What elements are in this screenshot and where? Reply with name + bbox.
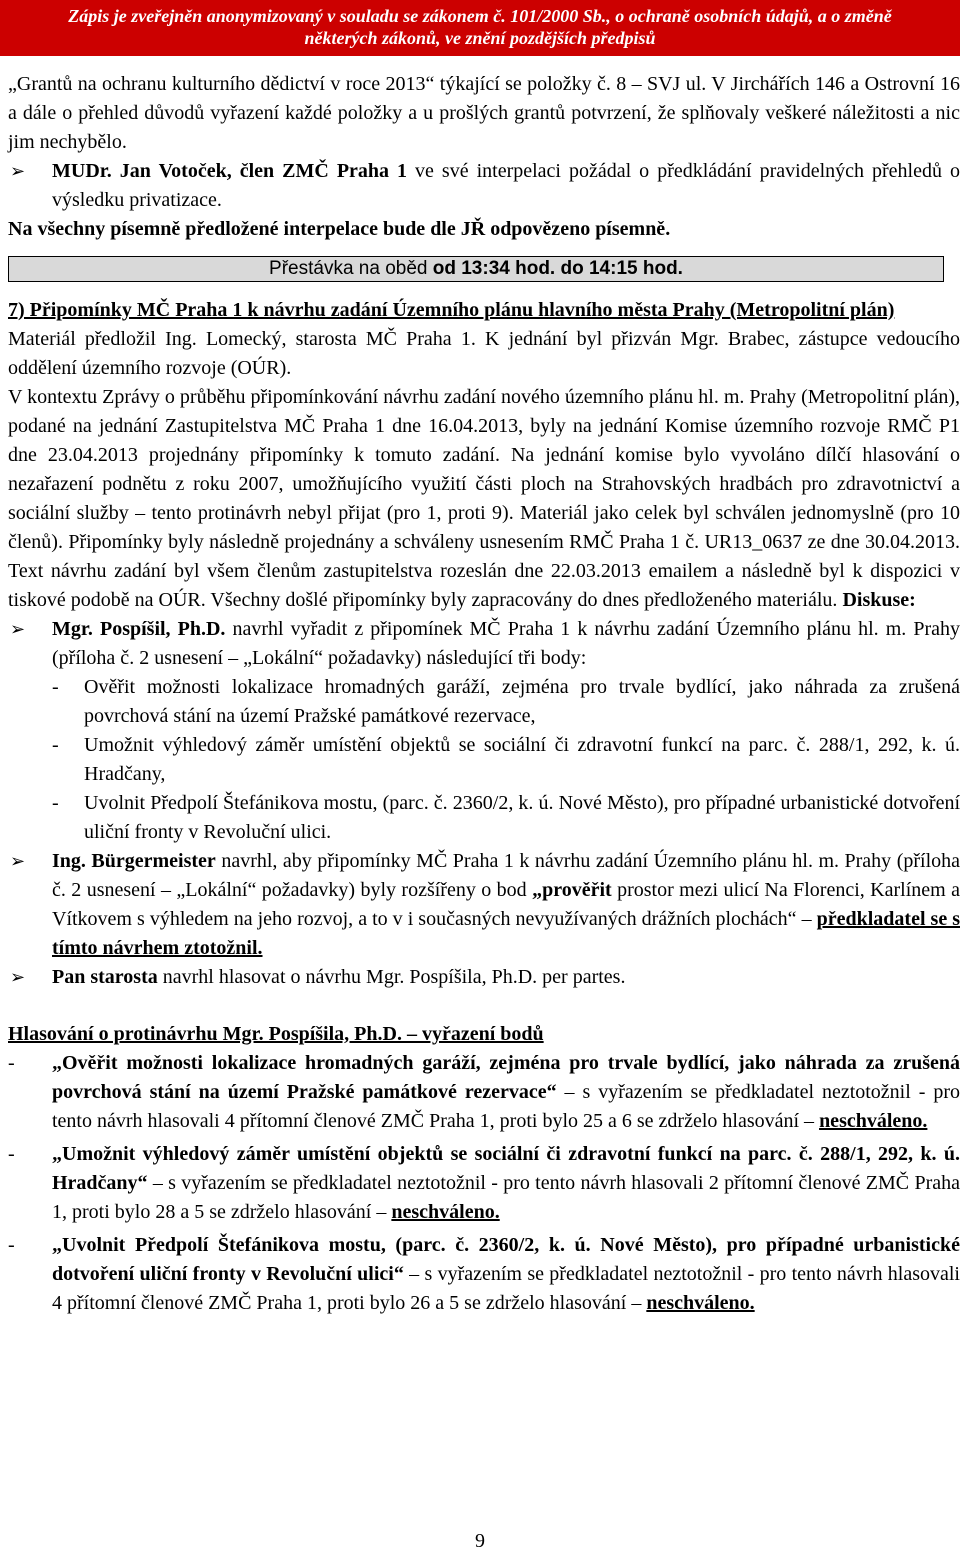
arrow-bullet-icon: ➢ (10, 161, 26, 181)
speaker-text: navrhl vyřadit z připomínek MČ Praha 1 k návrhu zadání Územního plánu hl. m. Prahy (příloha č. 2 usnesení – „Lokální“ požadavky) následující tři body: (52, 618, 960, 669)
item-7-context (8, 383, 960, 615)
vote-section-title: Hlasování o protinávrhu Mgr. Pospíšila, Ph.D. – vyřazení bodů (8, 1023, 544, 1045)
discussion-bullet-pospisil (8, 615, 960, 673)
break-time: od 13:34 hod. do 14:15 hod. (432, 258, 683, 279)
context-text: V kontextu Zprávy o průběhu připomínkování návrhu zadání nového územního plánu hl. m. Prahy (Metropolitní plán), podané na jednání Zastupitelstva MČ Praha 1 dne 16.04.2013, byly na jednání Komise územního rozvoje RMČ P1 dne 23.04.2013 projednány připomínky k tomuto zadání. Na jednání komise bylo vyvoláno dílčí hlasování o nezařazení podnětu z roku 2007, umožňujícího využití části ploch na Strahovských hradbách pro zdravotnictví a sociální služby – tento protinávrh nebyl přijat (pro 1, proti 9). Materiál jako celek byl schválen jednomyslně (pro 10 členů). Připomínky byly následně projednány a schváleny usnesením RMČ Praha 1 č. UR13_0637 ze dne 30.04.2013. Text návrhu zadání byl všem členům zastupitelstva rozeslán dne 22.03.2013 emailem a následně byl k dispozici v tiskové podobě na OÚR. Všechny došlé připomínky byly zapracovány do dnes předloženého materiálu. (8, 386, 960, 611)
speaker-name: Pan starosta (52, 966, 158, 988)
vote-item-result-text: – s vyřazením se předkladatel neztotožnil - pro tento návrh hlasovali 4 přítomní členové ZMČ Praha 1, proti bylo 25 a 6 se zdrželo hlasování – (52, 1081, 960, 1132)
speaker-text-2: prostor mezi ulicí Na Florenci, Karlínem a Vítkovem s výhledem na jeho rozvoj, a to v i současných nevyužívaných drážních plochách“ – (52, 879, 960, 930)
discussion-bullet-burgermeister (8, 847, 960, 963)
item-7-title: 7) Připomínky MČ Praha 1 k návrhu zadání Územního plánu hlavního města Prahy (Metropolitní plán) (8, 299, 895, 321)
speaker-name: Ing. Bürgermeister (52, 850, 216, 872)
speaker-text: navrhl hlasovat o návrhu Mgr. Pospíšila, Ph.D. per partes. (157, 966, 626, 988)
speaker-text: navrhl, aby připomínky MČ Praha 1 k návrhu zadání Územního plánu hl. m. Prahy (příloha č. 2 usnesení – „Lokální“ požadavky) byly rozšířeny o bod (52, 850, 960, 901)
vote-result: neschváleno. (391, 1201, 500, 1223)
item-7-presenter: Materiál předložil Ing. Lomecký, starosta MČ Praha 1. K jednání byl přizván Mgr. Brabec, zástupce vedoucího oddělení územního rozvoje (OÚR). (8, 328, 960, 379)
proposal-list-item: - Ověřit možnosti lokalizace hromadných garáží, zejména pro trvale bydlící, jako náhrada za zrušená povrchová stání na území Pražské památkové rezervace, (52, 676, 960, 727)
arrow-bullet-icon: ➢ (10, 619, 26, 639)
vote-item-point: „Uvolnit Předpolí Štefánikova mostu, (parc. č. 2360/2, k. ú. Nové Město), pro případné urbanistické dotvoření uliční fronty v Revoluční ulici“ (52, 1234, 960, 1285)
page-number: 9 (475, 1530, 485, 1552)
lunch-break-box (8, 256, 944, 282)
discussion-bullet-mayor (8, 963, 960, 992)
discussion-label: Diskuse: (842, 589, 916, 611)
speaker-quote: „prověřit (532, 879, 612, 901)
vote-item: - „Ověřit možnosti lokalizace hromadných garáží, zejména pro trvale bydlící, jako náhrada za zrušená povrchová stání na území Pražské památkové rezervace“ – s vyřazením se předkladatel neztotožnil - pro tento návrh hlasovali 4 přítomní členové ZMČ Praha 1, proti bylo 25 a 6 se zdrželo hlasování – neschváleno. (8, 1052, 960, 1132)
bullet-person: MUDr. Jan Votoček, člen ZMČ Praha 1 (52, 160, 408, 182)
vote-item-point: „Umožnit výhledový záměr umístění objektů se sociální či zdravotní funkcí na parc. č. 288/1, 292, k. ú. Hradčany“ (52, 1143, 960, 1194)
proposal-list-item: - Umožnit výhledový záměr umístění objektů se sociální či zdravotní funkcí na parc. č. 288/1, 292, k. ú. Hradčany, (52, 734, 960, 785)
bullet-text: ve své interpelaci požádal o předkládání pravidelných přehledů o výsledku privatizace. (52, 160, 960, 211)
speaker-name: Mgr. Pospíšil, Ph.D. (52, 618, 226, 640)
proposal-text: Uvolnit Předpolí Štefánikova mostu, (parc. č. 2360/2, k. ú. Nové Město), pro případné urbanistické dotvoření uliční fronty v Revoluční ulici. (84, 792, 960, 843)
header-line-1: Zápis je zveřejněn anonymizovaný v souladu se zákonem č. 101/2000 Sb., o ochraně osobních údajů, a o změně (68, 6, 892, 26)
interpellation-bullet (8, 157, 960, 215)
anonymization-header (0, 0, 960, 56)
document-page (8, 70, 960, 1318)
arrow-bullet-icon: ➢ (10, 851, 26, 871)
vote-item-result-text: – s vyřazením se předkladatel neztotožnil - pro tento návrh hlasovali 2 přítomní členové ZMČ Praha 1, proti bylo 28 a 5 se zdrželo hlasování – (52, 1172, 960, 1223)
break-label: Přestávka na oběd (269, 258, 433, 279)
vote-result: neschváleno. (819, 1110, 928, 1132)
proposal-list-item: - Uvolnit Předpolí Štefánikova mostu, (parc. č. 2360/2, k. ú. Nové Město), pro případné urbanistické dotvoření uliční fronty v Revoluční ulici. (52, 792, 960, 843)
proposal-text: Ověřit možnosti lokalizace hromadných garáží, zejména pro trvale bydlící, jako náhrada za zrušená povrchová stání na území Pražské památkové rezervace, (84, 676, 960, 727)
vote-item: - „Umožnit výhledový záměr umístění objektů se sociální či zdravotní funkcí na parc. č. 288/1, 292, k. ú. Hradčany“ – s vyřazením se předkladatel neztotožnil - pro tento návrh hlasovali 2 přítomní členové ZMČ Praha 1, proti bylo 28 a 5 se zdrželo hlasování – neschváleno. (8, 1143, 960, 1223)
vote-item-result-text: – s vyřazením se předkladatel neztotožnil - pro tento návrh hlasovali 4 přítomní členové ZMČ Praha 1, proti bylo 26 a 5 se zdrželo hlasování – (52, 1263, 960, 1314)
header-line-2: některých zákonů, ve znění pozdějších předpisů (304, 28, 656, 48)
intro-paragraph: „Grantů na ochranu kulturního dědictví v roce 2013“ týkající se položky č. 8 – SVJ ul. V Jirchářích 146 a Ostrovní 16 a dále o přehled důvodů vyřazení každé položky a u prošlých grantů potvrzení, že splňovaly veškeré náležitosti a nic jim nechybělo. (8, 73, 960, 153)
proposal-text: Umožnit výhledový záměr umístění objektů se sociální či zdravotní funkcí na parc. č. 288/1, 292, k. ú. Hradčany, (84, 734, 960, 785)
presenter-agreement: předkladatel se s tímto návrhem ztotožnil. (52, 908, 960, 959)
vote-result: neschváleno. (646, 1292, 755, 1314)
written-answer-note: Na všechny písemně předložené interpelace bude dle JŘ odpovězeno písemně. (8, 218, 671, 240)
vote-item: - „Uvolnit Předpolí Štefánikova mostu, (parc. č. 2360/2, k. ú. Nové Město), pro případné urbanistické dotvoření uliční fronty v Revoluční ulici“ – s vyřazením se předkladatel neztotožnil - pro tento návrh hlasovali 4 přítomní členové ZMČ Praha 1, proti bylo 26 a 5 se zdrželo hlasování – neschváleno. (8, 1234, 960, 1314)
vote-item-point: „Ověřit možnosti lokalizace hromadných garáží, zejména pro trvale bydlící, jako náhrada za zrušená povrchová stání na území Pražské památkové rezervace“ (52, 1052, 960, 1103)
arrow-bullet-icon: ➢ (10, 967, 26, 987)
